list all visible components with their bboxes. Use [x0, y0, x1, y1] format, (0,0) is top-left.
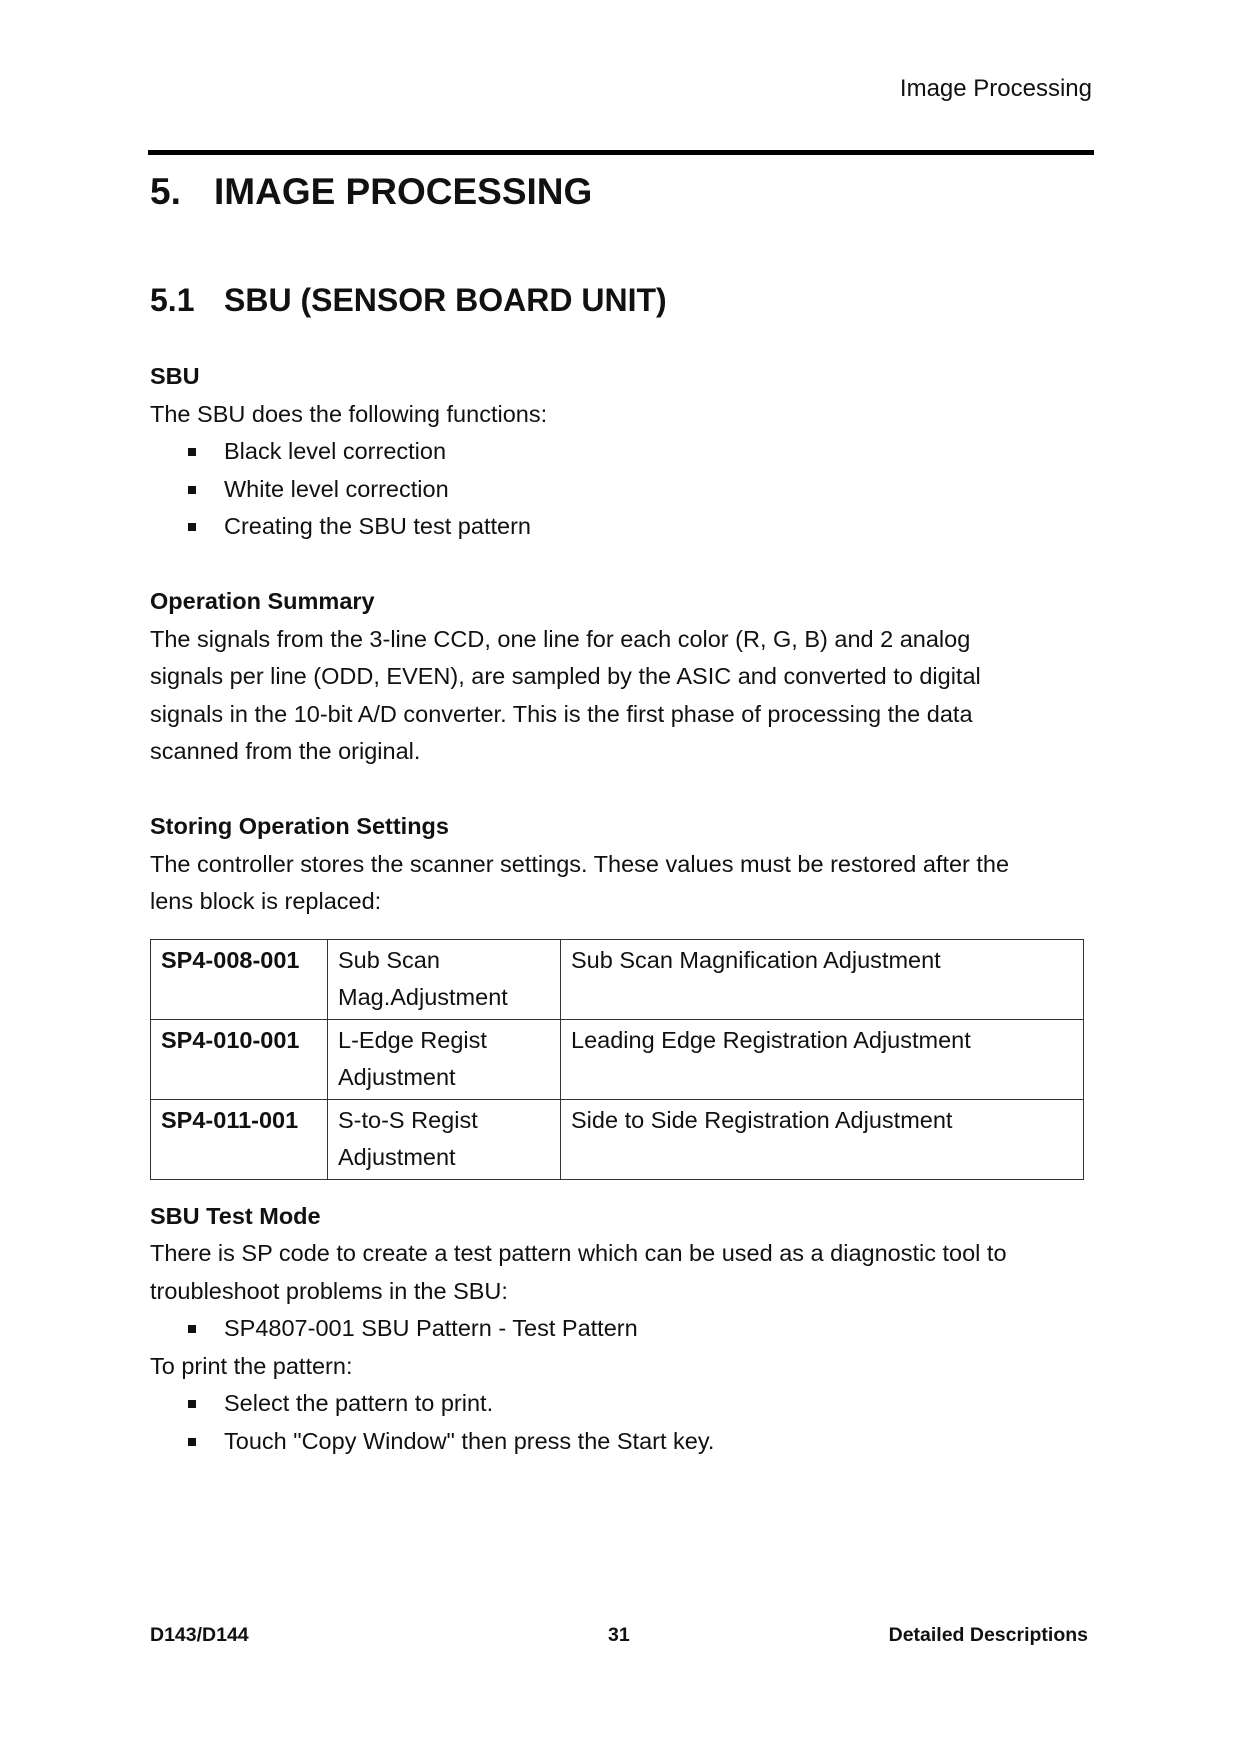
- section-number: 5.1: [150, 282, 195, 318]
- sp-code-cell: SP4-010-001: [151, 1019, 328, 1099]
- list-item: White level correction: [150, 471, 1090, 509]
- print-steps-list: [150, 1385, 1090, 1460]
- chapter-number: 5.: [150, 171, 181, 212]
- sp-code-cell: SP4-008-001: [151, 939, 328, 1019]
- sp-code-cell: SP4-011-001: [151, 1099, 328, 1179]
- list-item: SP4807-001 SBU Pattern - Test Pattern: [150, 1310, 1090, 1348]
- square-bullet-icon: [188, 486, 196, 494]
- square-bullet-icon: [188, 1325, 196, 1333]
- table-row: [151, 939, 1084, 1019]
- operation-summary-line: signals per line (ODD, EVEN), are sampled by the ASIC and converted to digital: [150, 663, 981, 689]
- square-bullet-icon: [188, 448, 196, 456]
- page-content: [150, 358, 1090, 1460]
- storing-settings-line: lens block is replaced:: [150, 888, 382, 914]
- sp-description-cell: Sub Scan Magnification Adjustment: [561, 939, 1084, 1019]
- sp-name-cell: L-Edge Regist Adjustment: [328, 1019, 561, 1099]
- list-item: Black level correction: [150, 433, 1090, 471]
- section-title-text: SBU (SENSOR BOARD UNIT): [224, 282, 667, 318]
- list-item: Select the pattern to print.: [150, 1385, 1090, 1423]
- storing-settings-line: The controller stores the scanner settings. These values must be restored after the: [150, 850, 1010, 877]
- operation-summary-line: scanned from the original.: [150, 738, 421, 764]
- footer-section: Detailed Descriptions: [888, 1624, 1088, 1646]
- square-bullet-icon: [188, 1400, 196, 1408]
- sbu-intro: The SBU does the following functions:: [150, 400, 548, 427]
- test-mode-line: troubleshoot problems in the SBU:: [150, 1277, 508, 1304]
- sp-description-cell: Side to Side Registration Adjustment: [561, 1099, 1084, 1179]
- page-number: 31: [608, 1624, 630, 1646]
- header-rule: [148, 150, 1094, 155]
- test-mode-heading: SBU Test Mode: [150, 1202, 321, 1229]
- chapter-title: [150, 170, 592, 214]
- sp-name-cell: S-to-S Regist Adjustment: [328, 1099, 561, 1179]
- sp-settings-table: [150, 939, 1084, 1180]
- footer-model: D143/D144: [150, 1624, 249, 1646]
- table-row: [151, 1099, 1084, 1179]
- operation-summary-line: signals in the 10-bit A/D converter. This is the first phase of processing the data: [150, 700, 973, 727]
- list-item: Creating the SBU test pattern: [150, 508, 1090, 546]
- list-item: Touch "Copy Window" then press the Start key.: [150, 1423, 1090, 1461]
- square-bullet-icon: [188, 1438, 196, 1446]
- sbu-heading: SBU: [150, 363, 200, 389]
- sp-description-cell: Leading Edge Registration Adjustment: [561, 1019, 1084, 1099]
- storing-settings-heading: Storing Operation Settings: [150, 813, 449, 839]
- test-mode-line: There is SP code to create a test pattern which can be used as a diagnostic tool to: [150, 1240, 1007, 1266]
- section-title: [150, 280, 667, 320]
- chapter-title-text: IMAGE PROCESSING: [214, 171, 593, 212]
- sbu-function-list: [150, 433, 1090, 546]
- operation-summary-line: The signals from the 3-line CCD, one line for each color (R, G, B) and 2 analog: [150, 625, 971, 652]
- print-intro: To print the pattern:: [150, 1352, 353, 1379]
- operation-summary-heading: Operation Summary: [150, 588, 375, 614]
- running-header: Image Processing: [899, 75, 1092, 102]
- square-bullet-icon: [188, 523, 196, 531]
- sp-code-list: [150, 1310, 1090, 1348]
- sp-name-cell: Sub Scan Mag.Adjustment: [328, 939, 561, 1019]
- table-row: [151, 1019, 1084, 1099]
- spacer: [150, 546, 1090, 584]
- spacer: [150, 771, 1090, 809]
